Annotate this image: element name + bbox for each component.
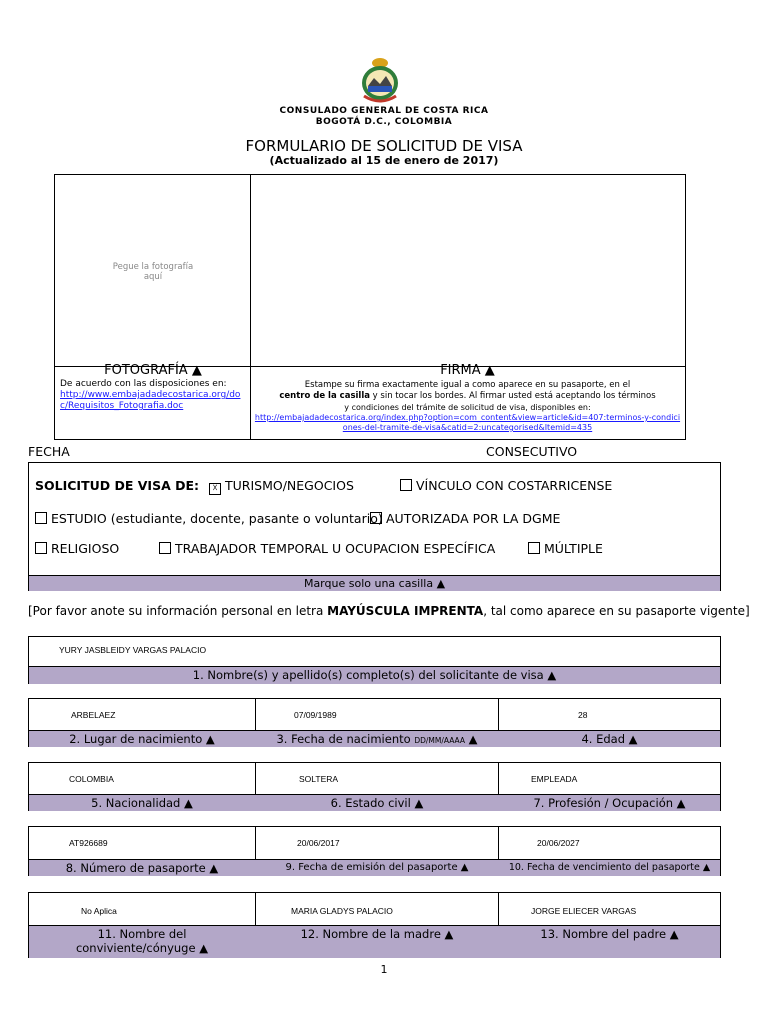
row-birth [28, 698, 721, 747]
checkbox-checked-icon[interactable]: ☓ [209, 483, 221, 495]
birthplace-value[interactable]: ARBELAEZ [71, 710, 116, 720]
profession-label: 7. Profesión / Ocupación ▲ [533, 796, 686, 810]
row-passport [28, 826, 721, 876]
page-number: 1 [380, 963, 388, 976]
passport-issue-label: 9. Fecha de emisión del pasaporte ▲ [285, 862, 469, 873]
option-multiple[interactable]: MÚLTIPLE [528, 541, 603, 556]
option-autorizada-dgme[interactable]: AUTORIZADA POR LA DGME [370, 511, 560, 526]
option-vinculo[interactable]: VÍNCULO CON COSTARRICENSE [400, 478, 612, 493]
form-title: FORMULARIO DE SOLICITUD DE VISA [245, 137, 523, 155]
option-estudio[interactable]: ESTUDIO (estudiante, docente, pasante o voluntario) [35, 511, 383, 526]
visa-type-heading: SOLICITUD DE VISA DE: [35, 478, 200, 493]
photo-description: De acuerdo con las disposiciones en: http://www.embajadadecostarica.org/doc/Requisitos_Fotografia.doc [60, 379, 241, 411]
visa-type-footer: Marque solo una casilla ▲ [29, 575, 720, 591]
profession-value[interactable]: EMPLEADA [531, 774, 578, 784]
terms-link[interactable]: http://embajadadecostarica.org/index.php?option=com_content&view=article&id=407:terminos-y-condiciones-del-tramite-de-visa&catid=2:uncategorised&Itemid=435 [254, 413, 681, 432]
passport-number-label: 8. Número de pasaporte ▲ [65, 861, 219, 875]
mother-label: 12. Nombre de la madre ▲ [300, 927, 454, 941]
age-value[interactable]: 28 [578, 710, 588, 720]
signature-area[interactable] [251, 176, 684, 364]
checkbox-icon[interactable] [370, 512, 382, 524]
row-nationality [28, 762, 721, 811]
birthdate-label: 3. Fecha de nacimiento DD/MM/AAAA ▲ [276, 732, 478, 746]
photo-requirements-link[interactable]: http://www.embajadadecostarica.org/doc/Requisitos_Fotografia.doc [60, 390, 241, 411]
passport-number-value[interactable]: AT926689 [69, 838, 108, 848]
father-value[interactable]: JORGE ELIECER VARGAS [531, 906, 637, 916]
checkbox-icon[interactable] [35, 512, 47, 524]
row-family [28, 892, 721, 958]
nationality-value[interactable]: COLOMBIA [69, 774, 114, 784]
full-name-value[interactable]: YURY JASBLEIDY VARGAS PALACIO [59, 645, 207, 655]
checkbox-icon[interactable] [35, 542, 47, 554]
full-name-label: 1. Nombre(s) y apellido(s) completo(s) del solicitante de visa ▲ [29, 666, 720, 684]
consulate-name: CONSULADO GENERAL DE COSTA RICA [279, 106, 489, 116]
father-label: 13. Nombre del padre ▲ [540, 927, 679, 941]
instruction-text: [Por favor anote su información personal en letra MAYÚSCULA IMPRENTA, tal como aparece en su pasaporte vigente] [28, 604, 750, 618]
consulate-city: BOGOTÁ D.C., COLOMBIA [315, 117, 453, 127]
civil-status-label: 6. Estado civil ▲ [330, 796, 424, 810]
option-religioso[interactable]: RELIGIOSO [35, 541, 119, 556]
checkbox-icon[interactable] [528, 542, 540, 554]
field-full-name [28, 636, 721, 684]
birthdate-value[interactable]: 07/09/1989 [294, 710, 337, 720]
nationality-label: 5. Nacionalidad ▲ [91, 796, 193, 810]
civil-status-value[interactable]: SOLTERA [299, 774, 339, 784]
photo-label: FOTOGRAFÍA ▲ [104, 363, 202, 378]
signature-description: Estampe su firma exactamente igual a como aparece en su pasaporte, en el centro de la casilla y sin tocar los bordes. Al firmar usted está aceptando los términos y condiciones del trámite de solicitud de visa, disponibles en: http://embajadadecostarica.org/index.php?option=com_content&view=article&id=407:terminos-y-condiciones-del-tramite-de-visa&catid=2:uncategorised&Itemid=435 [254, 380, 681, 432]
checkbox-icon[interactable] [400, 479, 412, 491]
photo-placeholder[interactable]: Pegue la fotografía aquí [112, 262, 194, 282]
option-turismo-negocios[interactable]: ☓ TURISMO/NEGOCIOS [209, 478, 354, 493]
mother-value[interactable]: MARIA GLADYS PALACIO [291, 906, 393, 916]
age-label: 4. Edad ▲ [581, 732, 638, 746]
passport-issue-value[interactable]: 20/06/2017 [297, 838, 340, 848]
spouse-value[interactable]: No Aplica [81, 906, 117, 916]
form-updated-date: (Actualizado al 15 de enero de 2017) [269, 154, 499, 167]
signature-label: FIRMA ▲ [440, 363, 495, 378]
fecha-label: FECHA [28, 444, 70, 459]
passport-expiry-label: 10. Fecha de vencimiento del pasaporte ▲ [508, 862, 711, 873]
consecutivo-label: CONSECUTIVO [486, 444, 578, 459]
spouse-label: 11. Nombre del conviviente/cónyuge ▲ [75, 927, 209, 955]
checkbox-icon[interactable] [159, 542, 171, 554]
passport-expiry-value[interactable]: 20/06/2027 [537, 838, 580, 848]
birthplace-label: 2. Lugar de nacimiento ▲ [69, 732, 215, 746]
option-trabajador-temporal[interactable]: TRABAJADOR TEMPORAL U OCUPACION ESPECÍFICA [159, 541, 495, 556]
coat-of-arms-icon [358, 56, 402, 104]
